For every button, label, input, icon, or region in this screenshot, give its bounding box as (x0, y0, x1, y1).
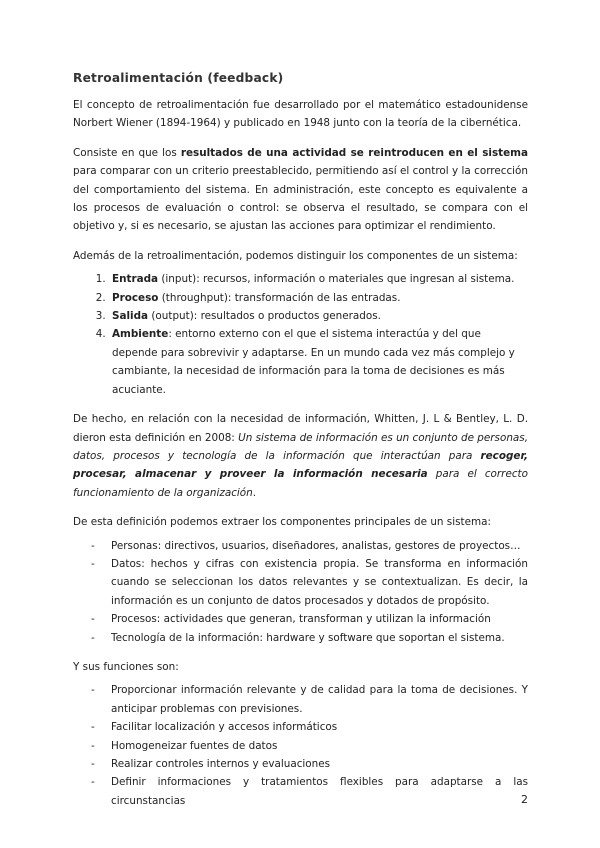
text-run: Consiste en que los (73, 146, 181, 159)
list-item: - Facilitar localización y accesos informáticos (108, 718, 528, 736)
component-term: Entrada (112, 273, 159, 286)
definition-paragraph (73, 410, 528, 502)
bold-phrase: resultados de una actividad se reintroducen en el sistema (180, 146, 528, 159)
text-run: para comparar con un criterio preestablecido, permitiendo así el control y la corrección del comportamiento del sistema. En administración, este concepto es equivalente a los procesos de evaluación o control: se observa el resultado, se compara con el objetivo y, si es necesario, se ajustan las acciones para optimizar el rendimiento. (73, 165, 528, 233)
list-item: - Datos: hechos y cifras con existencia propia. Se transforma en información cuando se seleccionan los datos relevantes y se contextualizan. Es decir, la información es un conjunto de datos procesados y dotados de propósito. (108, 555, 528, 610)
list-item: - Homogeneizar fuentes de datos (108, 737, 528, 755)
components-intro: Además de la retroalimentación, podemos distinguir los componentes de un sistema: (73, 249, 518, 262)
italic-run: Un sistema de información es un conjunto de personas, datos, procesos y tecnología de la información que interactúan para (73, 431, 529, 462)
functions-intro: Y sus funciones son: (73, 660, 179, 673)
italic-run: para el correcto funcionamiento de la organización (73, 468, 528, 499)
component-desc: (throughput): transformación de las entradas. (158, 291, 401, 304)
list-item (109, 307, 528, 325)
extract-intro: De esta definición podemos extraer los componentes principales de un sistema: (73, 516, 491, 529)
list-item: - Proporcionar información relevante y de calidad para la toma de decisiones. Y anticipar problemas con previsiones. (108, 681, 528, 718)
list-item (109, 325, 528, 399)
page-number: 2 (521, 793, 528, 806)
component-term: Ambiente (112, 328, 169, 341)
components-list (73, 270, 528, 399)
list-item: - Personas: directivos, usuarios, diseñadores, analistas, gestores de proyectos… (108, 537, 528, 555)
text-run: De hecho, en relación con la necesidad de información, Whitten, J. L & Bentley, L. D. dieron esta definición en 2008: (73, 413, 528, 444)
list-item: - Realizar controles internos y evaluaciones (108, 755, 528, 773)
bold-italic-run: recoger, procesar, almacenar y proveer la información necesaria (73, 449, 528, 481)
system-components-list (73, 537, 528, 647)
component-desc: (input): recursos, información o materiales que ingresan al sistema. (158, 273, 515, 286)
component-term: Proceso (112, 291, 159, 304)
feedback-definition-paragraph (73, 144, 528, 236)
list-item: - Tecnología de la información: hardware y software que soportan el sistema. (108, 629, 528, 647)
component-desc: (output): resultados o productos generados. (148, 310, 381, 323)
list-item (109, 270, 528, 288)
list-item: - Procesos: actividades que generan, transforman y utilizan la información (108, 610, 528, 628)
functions-list (73, 681, 528, 810)
list-item (109, 289, 528, 307)
list-item: - Definir informaciones y tratamientos flexibles para adaptarse a las circunstancias (108, 773, 528, 810)
section-title: Retroalimentación (feedback) (73, 71, 284, 85)
component-term: Salida (112, 310, 149, 323)
component-desc: : entorno externo con el que el sistema interactúa y del que depende para sobrevivir y adaptarse. En un mundo cada vez más complejo y cambiante, la necesidad de información para la toma de decisiones es más acuciante. (112, 328, 515, 396)
intro-paragraph: El concepto de retroalimentación fue desarrollado por el matemático estadounidense Norbert Wiener (1894-1964) y publicado en 1948 junto con la teoría de la cibernética. (73, 99, 528, 130)
text-run: . (252, 486, 257, 499)
